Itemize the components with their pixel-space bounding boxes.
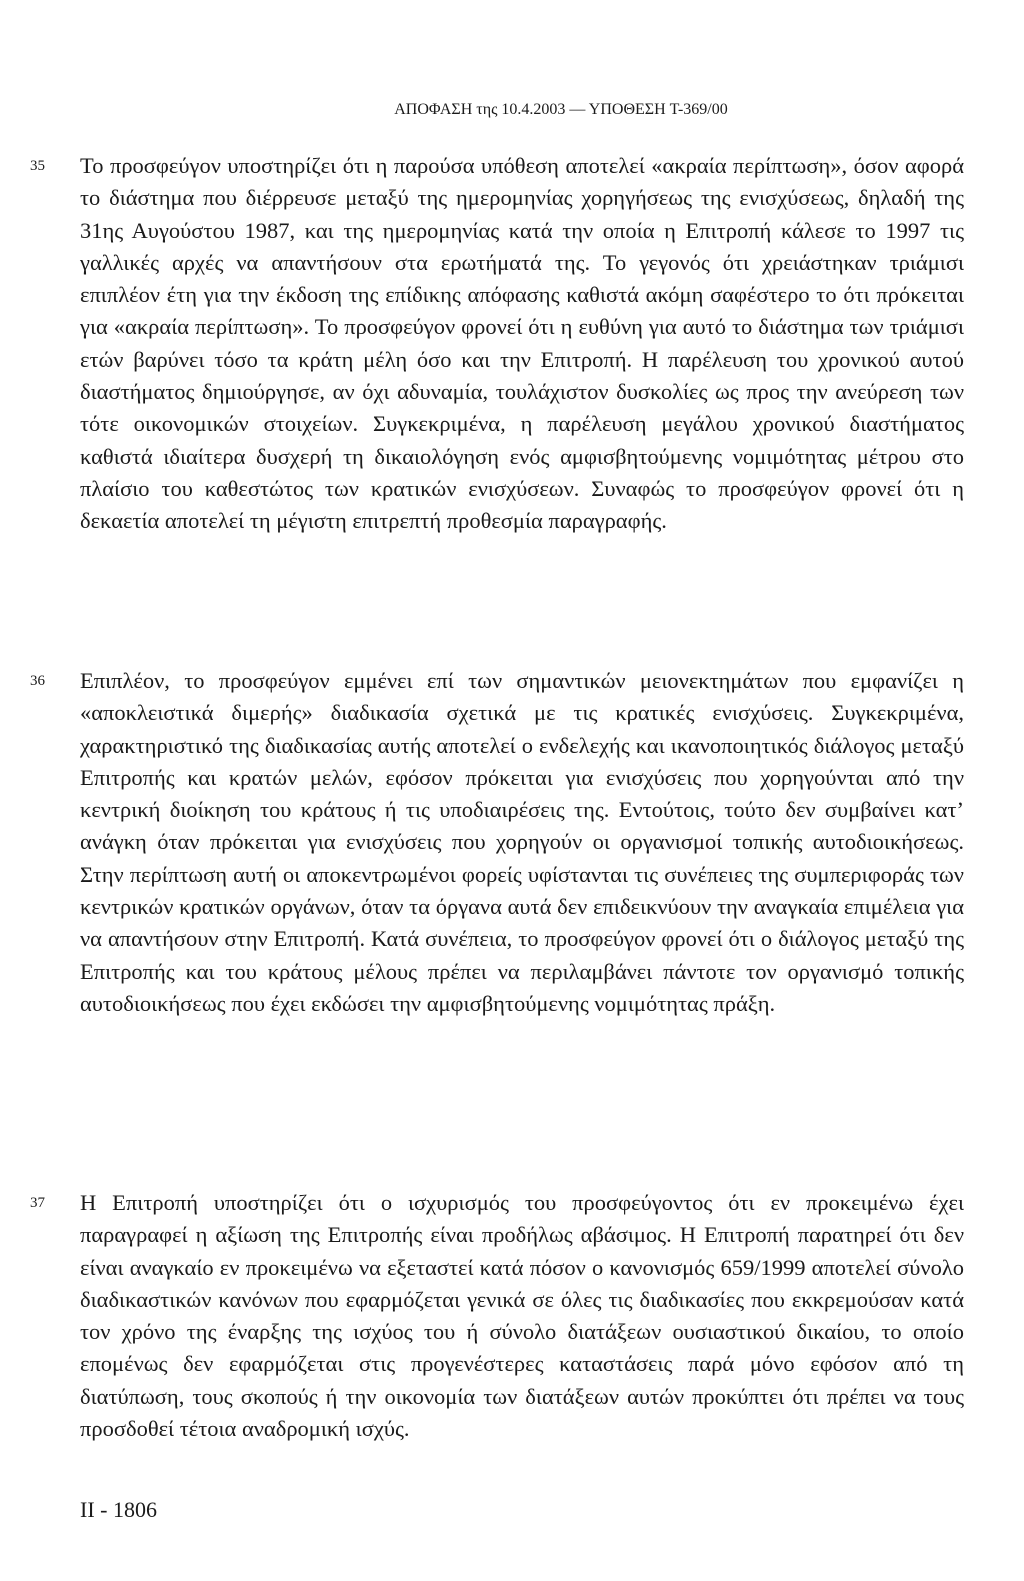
paragraph-text: Η Επιτροπή υποστηρίζει ότι ο ισχυρισμός του προσφεύγοντος ότι εν προκειμένω έχει παραγραφεί η αξίωση της Επιτροπής είναι προδήλως αβάσιμος. Η Επιτροπή παρατηρεί ότι δεν είναι αναγκαίο εν προκειμένω να εξεταστεί κατά πόσον ο κανονισμός 659/1999 αποτελεί σύνολο διαδικαστικών κανόνων που εφαρμόζεται γενικά σε όλες τις διαδικασίες που εκκρεμούσαν κατά τον χρόνο της έναρξης της ισχύος του ή σύνολο διατάξεων ουσιαστικού δικαίου, το οποίο επομένως δεν εφαρμόζεται στις προγενέστερες καταστάσεις παρά μόνο εφόσον από τη διατύπωση, τους σκοπούς ή την οικονομία των διατάξεων αυτών προκύπτει ότι πρέπει να τους προσδοθεί τέτοια αναδρομική ισχύς. bbox=[80, 1190, 964, 1442]
paragraph-number: 36 bbox=[30, 673, 45, 689]
paragraph-number: 35 bbox=[30, 158, 45, 174]
paragraph-number: 37 bbox=[30, 1195, 45, 1211]
page-number: II - 1806 bbox=[80, 1497, 157, 1522]
running-header: ΑΠΟΦΑΣΗ της 10.4.2003 — ΥΠΟΘΕΣΗ T-369/00 bbox=[394, 101, 728, 118]
paragraph-text: Το προσφεύγον υποστηρίζει ότι η παρούσα υπόθεση αποτελεί «ακραία περίπτωση», όσον αφορά το διάστημα που διέρρευσε μεταξύ της ημερομηνίας χορηγήσεως της ενισχύσεως, δηλαδή της 31ης Αυγούστου 1987, και της ημερομηνίας κατά την οποία η Επιτροπή κάλεσε το 1997 τις γαλλικές αρχές να απαντήσουν στα ερωτήματά της. Το γεγονός ότι χρειάστηκαν τριάμισι επιπλέον έτη για την έκδοση της επίδικης απόφασης καθιστά ακόμη σαφέστερο το ότι πρόκειται για «ακραία περίπτωση». Το προσφεύγον φρονεί ότι η ευθύνη για αυτό το διάστημα των τριάμισι ετών βαρύνει τόσο τα κράτη μέλη όσο και την Επιτροπή. Η παρέλευση του χρονικού αυτού διαστήματος δημιούργησε, αν όχι αδυναμία, τουλάχιστον δυσκολίες ως προς την ανεύρεση των τότε οικονομικών στοιχείων. Συγκεκριμένα, η παρέλευση μεγάλου χρονικού διαστήματος καθιστά ιδιαίτερα δυσχερή τη δικαιολόγηση ενός αμφισβητούμενης νομιμότητας μέτρου στο πλαίσιο του καθεστώτος των κρατικών ενισχύσεων. Συναφώς το προσφεύγον φρονεί ότι η δεκαετία αποτελεί τη μέγιστη επιτρεπτή προθεσμία παραγραφής. bbox=[80, 153, 964, 534]
paragraph-text: Επιπλέον, το προσφεύγον εμμένει επί των σημαντικών μειονεκτημάτων που εμφανίζει η «αποκλειστικά διμερής» διαδικασία σχετικά με τις κρατικές ενισχύσεις. Συγκεκριμένα, χαρακτηριστικό της διαδικασίας αυτής αποτελεί ο ενδελεχής και ικανοποιητικός διάλογος μεταξύ Επιτροπής και κρατών μελών, εφόσον πρόκειται για ενισχύσεις που χορηγούνται από την κεντρική διοίκηση του κράτους ή τις υποδιαιρέσεις της. Εντούτοις, τούτο δεν συμβαίνει κατ’ ανάγκη όταν πρόκειται για ενισχύσεις που χορηγούν οι οργανισμοί τοπικής αυτοδιοικήσεως. Στην περίπτωση αυτή οι αποκεντρωμένοι φορείς υφίστανται τις συνέπειες της συμπεριφοράς των κεντρικών κρατικών οργάνων, όταν τα όργανα αυτά δεν επιδεικνύουν την αναγκαία επιμέλεια για να απαντήσουν στην Επιτροπή. Κατά συνέπεια, το προσφεύγον φρονεί ότι ο διάλογος μεταξύ της Επιτροπής και του κράτους μέλους πρέπει να περιλαμβάνει πάντοτε τον οργανισμό τοπικής αυτοδιοικήσεως που έχει εκδώσει την αμφισβητούμενης νομιμότητας πράξη. bbox=[80, 668, 964, 1016]
